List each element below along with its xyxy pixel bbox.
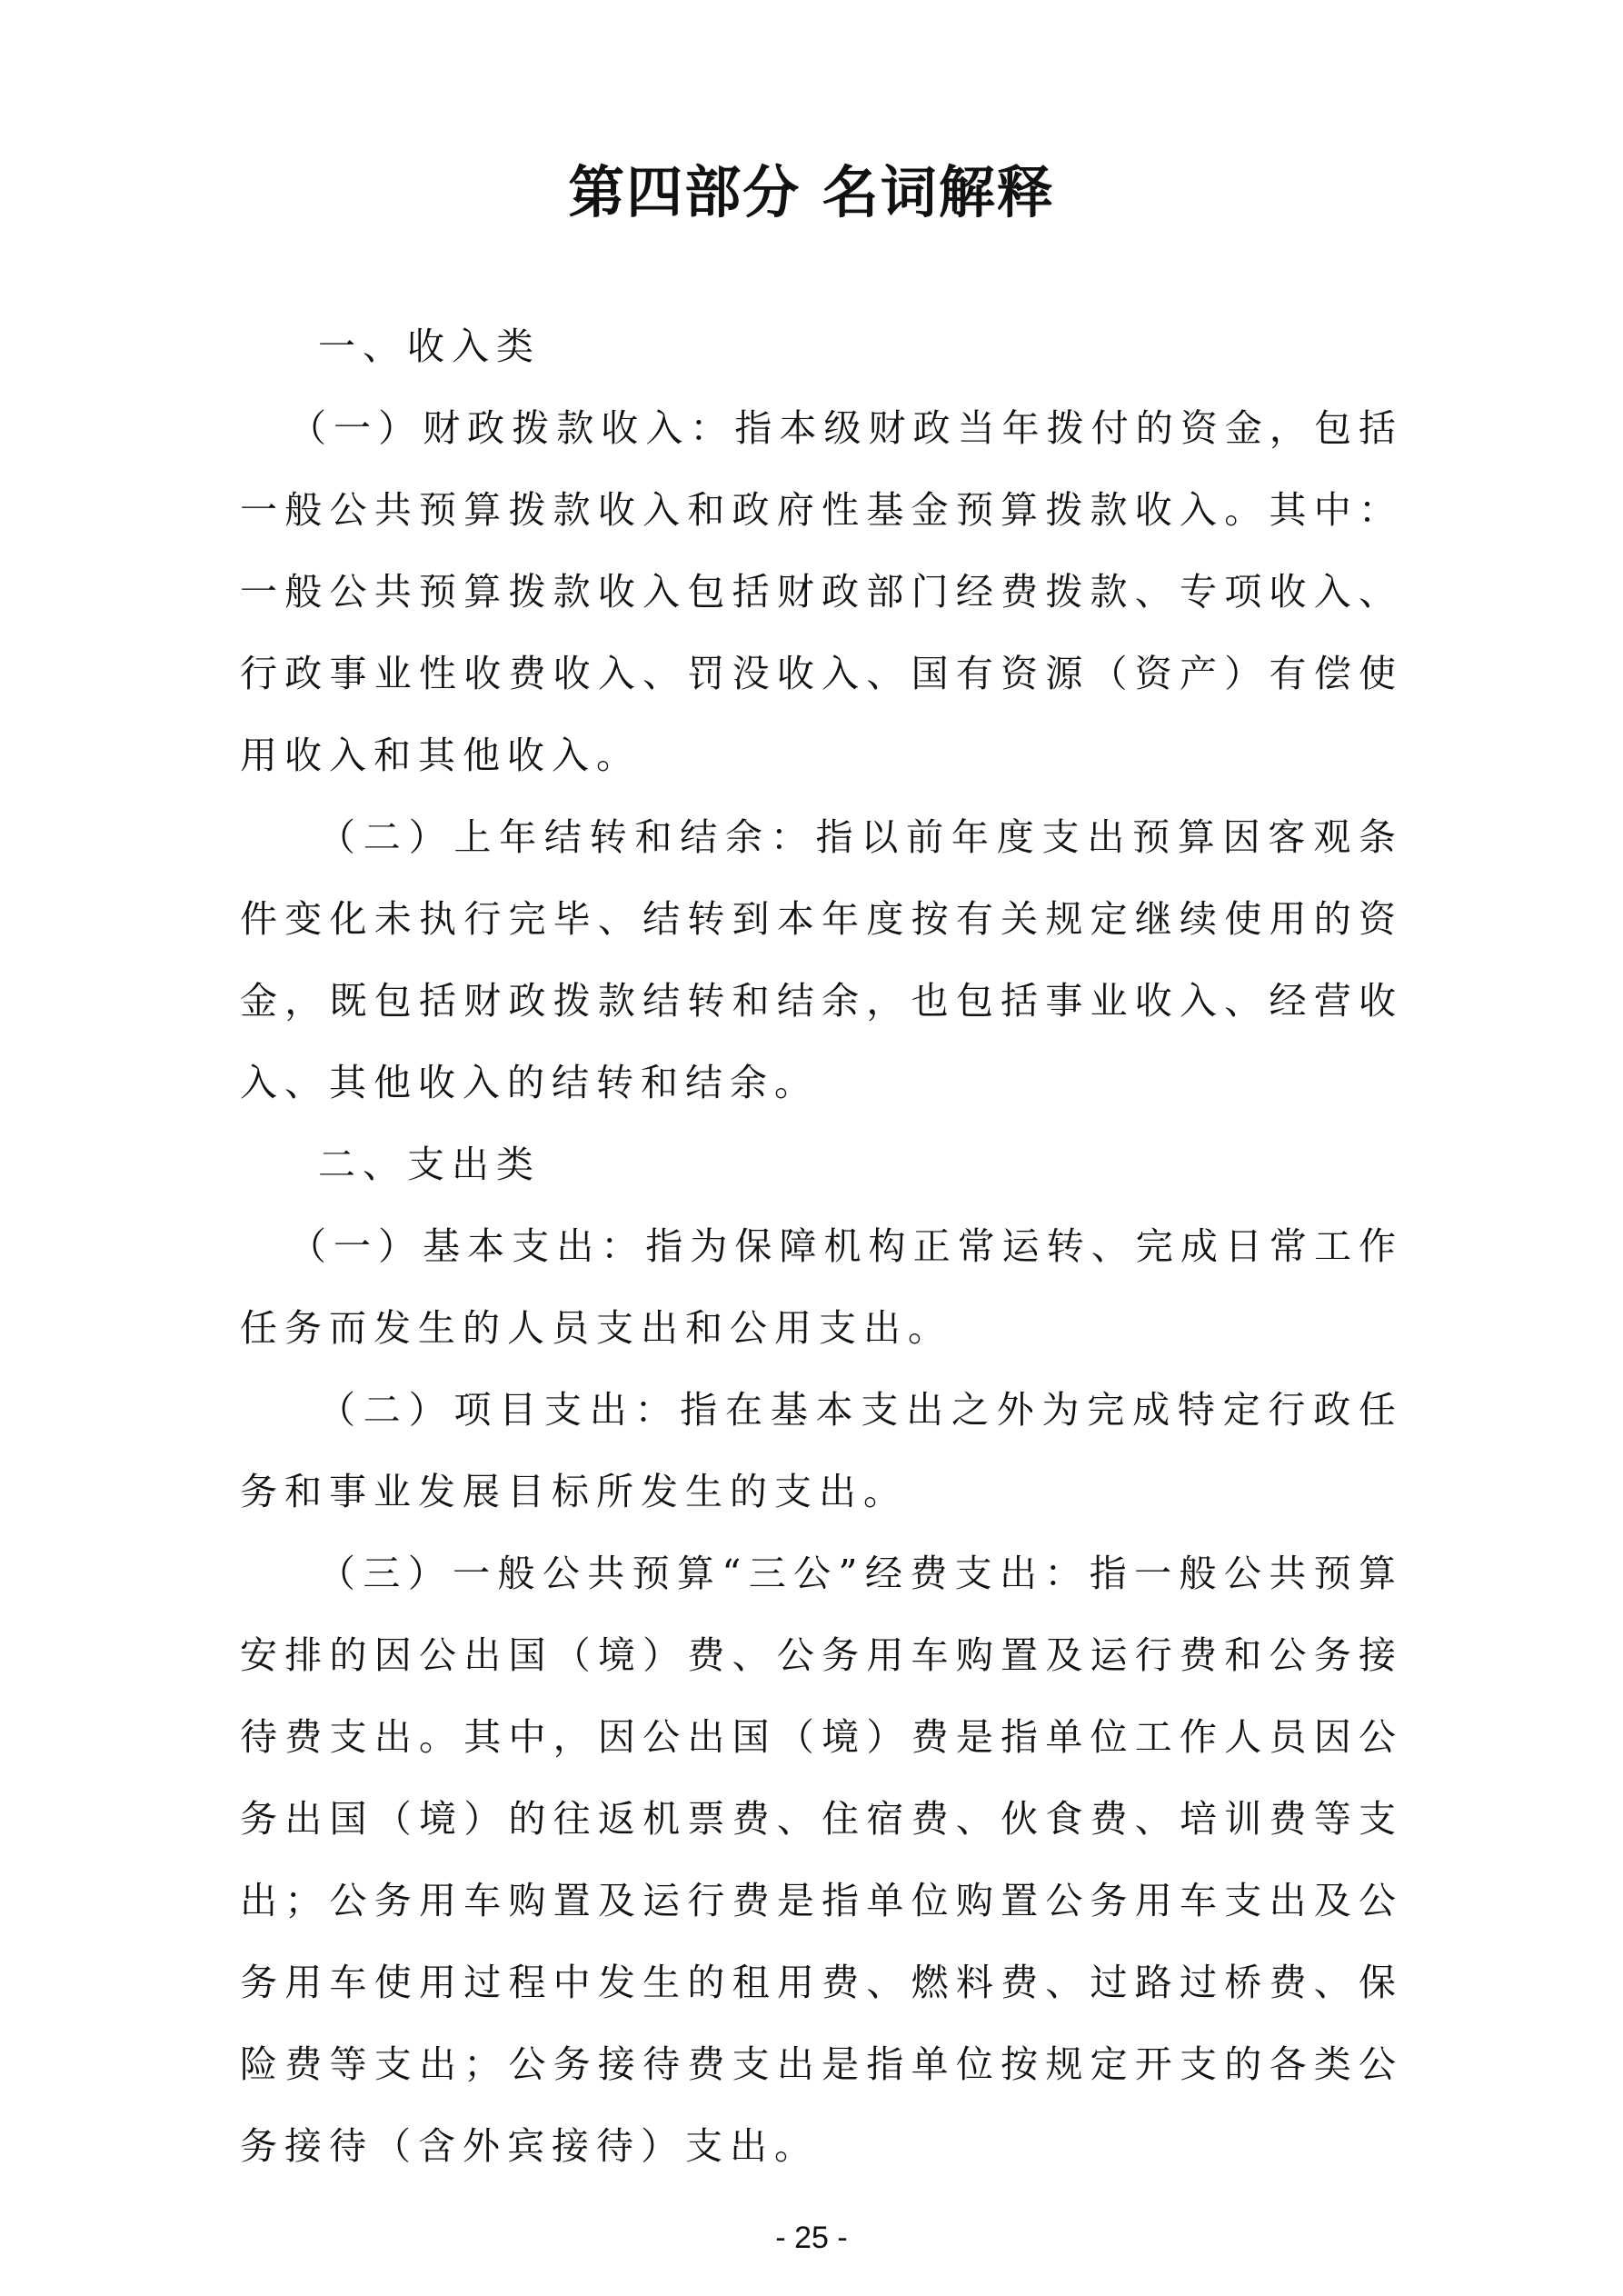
paragraph-fiscal-appropriation-income: （一）财政拨款收入：指本级财政当年拨付的资金，包括一般公共预算拨款收入和政府性基金预算拨款收入。其中：一般公共预算拨款收入包括财政部门经费拨款、专项收入、行政事业性收费收入、罚没收入、国有资源（资产）有偿使用收入和其他收入。 bbox=[240, 406, 1403, 777]
paragraph-prior-year-carryover: （二）上年结转和结余：指以前年度支出预算因客观条件变化未执行完毕、结转到本年度按有关规定继续使用的资金，既包括财政拨款结转和结余，也包括事业收入、经营收入、其他收入的结转和结余。 bbox=[240, 815, 1403, 1104]
page-number: - 25 - bbox=[775, 2221, 848, 2255]
document-body bbox=[240, 305, 1403, 2187]
paragraph-basic-expenditure: （一）基本支出：指为保障机构正常运转、完成日常工作任务而发生的人员支出和公用支出。 bbox=[240, 1224, 1403, 1350]
paragraph-project-expenditure: （二）项目支出：指在基本支出之外为完成特定行政任务和事业发展目标所发生的支出。 bbox=[240, 1388, 1403, 1513]
page-title: 第四部分 名词解释 bbox=[568, 159, 1055, 225]
section-heading-expenditure: 二、支出类 bbox=[318, 1143, 541, 1186]
paragraph-three-public-expenses: （三）一般公共预算“三公”经费支出：指一般公共预算安排的因公出国（境）费、公务用车购置及运行费和公务接待费支出。其中，因公出国（境）费是指单位工作人员因公务出国（境）的往返机票费、住宿费、伙食费、培训费等支出；公务用车购置及运行费是指单位购置公务用车支出及公务用车使用过程中发生的租用费、燃料费、过路过桥费、保险费等支出；公务接待费支出是指单位按规定开支的各类公务接待（含外宾接待）支出。 bbox=[240, 1552, 1403, 2168]
section-heading-income: 一、收入类 bbox=[318, 324, 541, 368]
